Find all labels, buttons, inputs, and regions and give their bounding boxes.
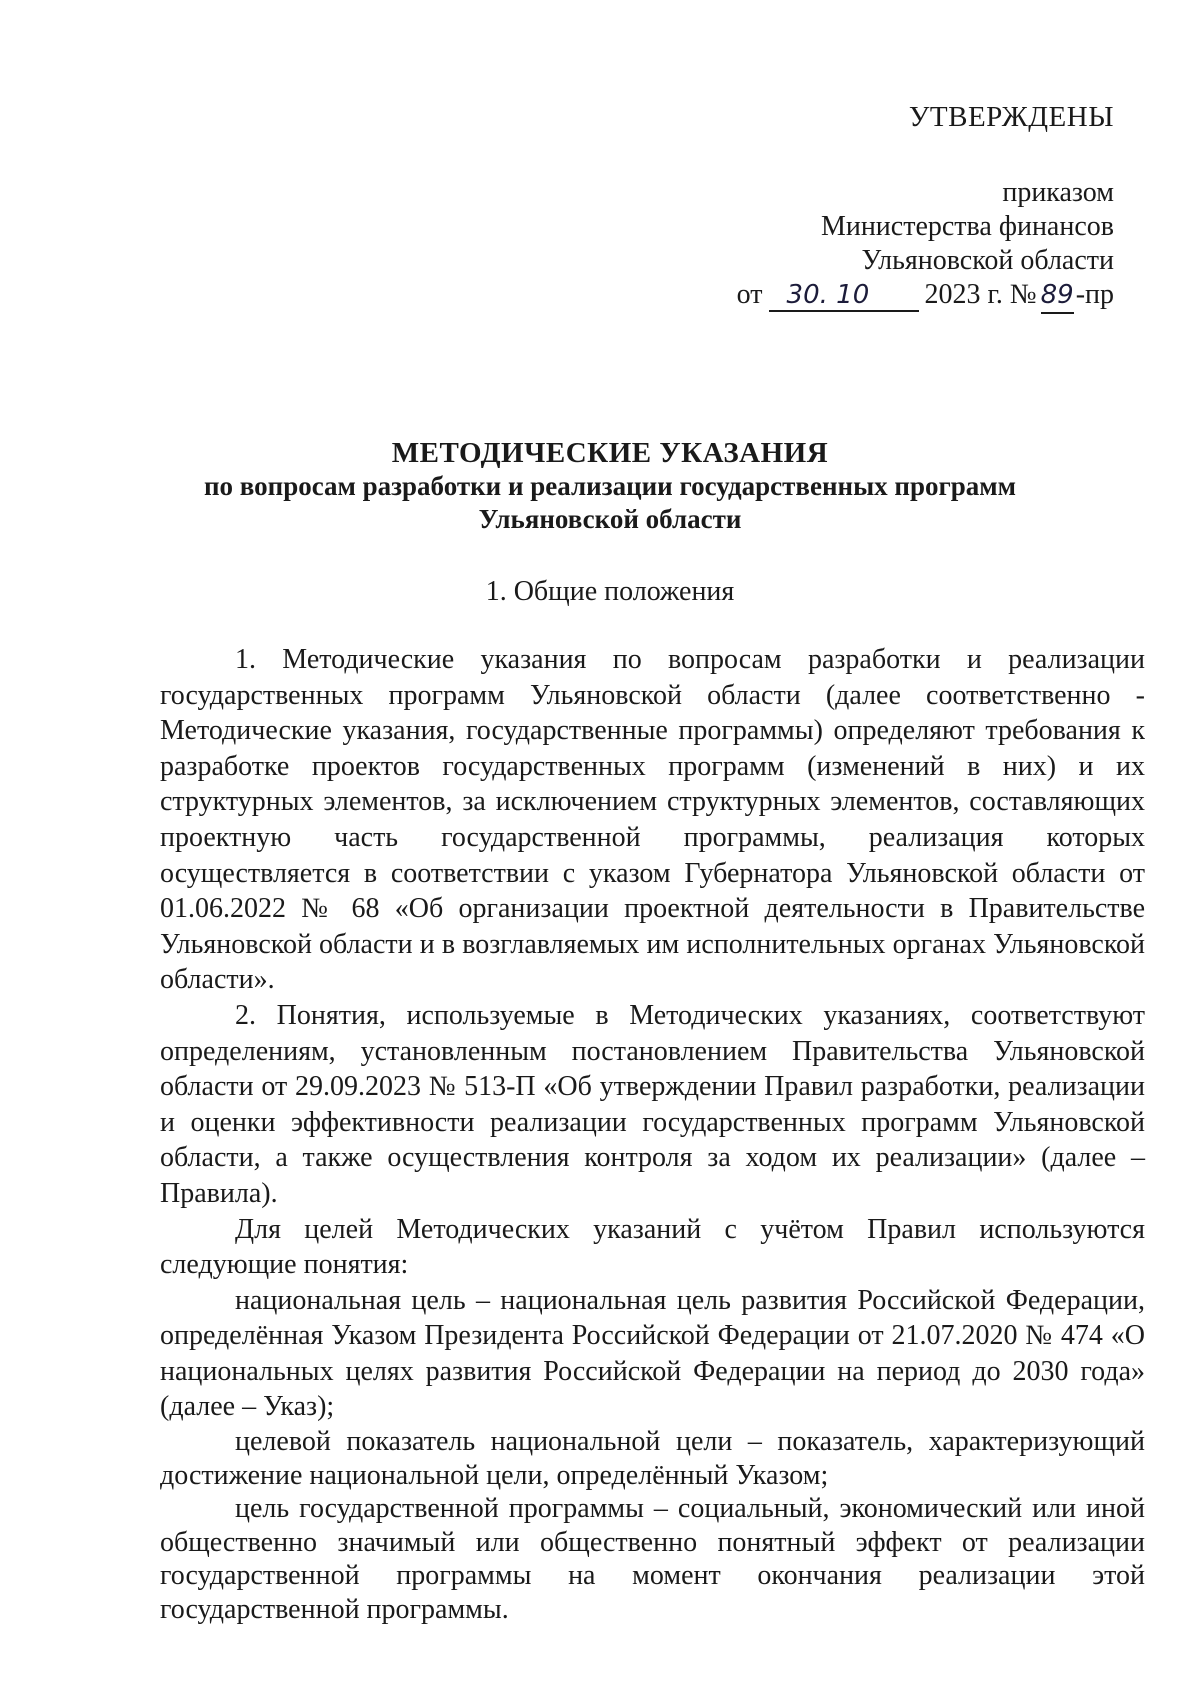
title-subtitle-line-1: по вопросам разработки и реализации государственных программ — [203, 471, 1017, 501]
body-text — [160, 642, 1145, 1626]
paragraph-3: Для целей Методических указаний с учётом Правил используются следующие понятия: — [160, 1213, 1145, 1281]
approval-line-region: Ульяновской области — [861, 245, 1114, 276]
approved-heading: УТВЕРЖДЕНЫ — [908, 101, 1114, 133]
order-prefix: от — [736, 279, 763, 310]
document-title — [150, 437, 1070, 536]
paragraph-definition-target-indicator: целевой показатель национальной цели – показатель, характеризующий достижение национальной цели, определённый Указом; — [160, 1426, 1145, 1491]
paragraph-1: 1. Методические указания по вопросам разработки и реализации государственных программ Ульяновской области (далее соответственно - Методические указания, государственные программы) определяют требования к разработке проектов государственных программ (изменений в них) и их структурных элементов, за исключением структурных элементов, составляющих проектную часть государственной программы, реализация которых осуществляется в соответствии с указом Губернатора Ульяновской области от 01.06.2022 № 68 «Об организации проектной деятельности в Правительстве Ульяновской области и в возглавляемых им исполнительных органах Ульяновской области». — [160, 644, 1145, 996]
approval-line-ministry: Министерства финансов — [820, 211, 1114, 242]
order-year: 2023 г. № — [924, 279, 1037, 310]
paragraph-2: 2. Понятия, используемые в Методических указаниях, соответствуют определениям, установленным постановлением Правительства Ульяновской области от 29.09.2023 № 513-П «Об утверждении Правил разработки, реализации и оценки эффективности реализации государственных программ Ульяновской области, а также осуществления контроля за ходом их реализации» (далее – Правила). — [160, 999, 1145, 1209]
section-heading: 1. Общие положения — [485, 576, 735, 607]
order-suffix: -пр — [1075, 279, 1114, 310]
order-date-line — [737, 278, 1114, 314]
title-subtitle-line-2: Ульяновской области — [478, 504, 742, 534]
approval-block — [737, 100, 1114, 314]
paragraph-definition-program-goal: цель государственной программы – социальный, экономический или иной общественно значимый или общественно понятный эффект от реализации государственной программы на момент окончания реализации этой государственной программы. — [160, 1493, 1145, 1625]
approval-line-order: приказом — [1002, 177, 1114, 208]
paragraph-definition-national-goal: национальная цель – национальная цель развития Российской Федерации, определённая Указом Президента Российской Федерации от 21.07.2020 № 474 «О национальных целях развития Российской Федерации на период до 2030 года» (далее – Указ); — [160, 1284, 1145, 1423]
handwritten-date: 30. 10 — [769, 280, 919, 312]
title-main: МЕТОДИЧЕСКИЕ УКАЗАНИЯ — [391, 437, 829, 469]
handwritten-number: 89 — [1041, 280, 1074, 314]
